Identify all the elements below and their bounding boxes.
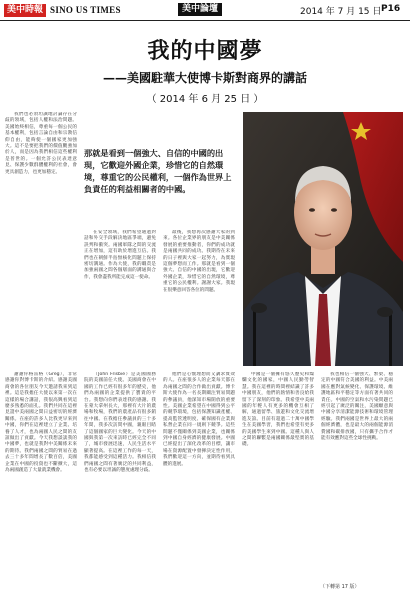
portrait-image bbox=[243, 112, 403, 366]
section-label: 美中論壇 bbox=[178, 3, 222, 16]
masthead-logo: 美中時報 bbox=[4, 4, 46, 17]
article-title: 我的中國夢 bbox=[147, 39, 263, 64]
article-subtitle: ——美國駐華大使博卡斯對商界的講話 bbox=[102, 71, 307, 85]
body-column-8: 最後，我想再次感謝大家的到來。各位企業界的朋友是中美關係發展的重要推動者，你們的成功就是兩國共同的成功。我期待在未來的日子裡與大家一起努力，為實現這個夢想而工作。那就是看到一個強大、自信的中國的出現，它歡迎外國企業，珍惜它的自然環境，尊重它的公民權利。謝謝大家。我現在很樂意回答各位的問題。 bbox=[163, 230, 235, 293]
body-column-1: 謝謝你格雷格（Greg），非常感謝你對博卡斯的介紹。感謝美國商會的各位朋友今天邀請我來到這裡。這是我擔任大使以來第一次在這樣的場合講話，我很高興看到這麼多熟悉的面孔。我們共同在這裡見證中美兩國之間日益密切的經濟關係。在座的許多人比我更早來到中國，你們在這裡建立了企業、培養了人才，也為兩國人民之間的友誼做出了貢獻。今天我想談談我的中國夢，也就是我對中美關係未來的期待。我們兩國之間的貿易在過去三十多年間增長了數百倍，美國企業在中國的投資也不斷擴大，這為兩國創造了大量就業機會。 bbox=[5, 372, 77, 474]
article-dateline: （ 2014 年 6 月 25 日 ） bbox=[146, 94, 264, 105]
body-column-2: （John Frisbie）是美國國務院的美國前任大使。美國商會在中國的工作已經有很多年的歷史，他們為兩國的企業提供了寶貴的平台。我想向你們表達我的感謝。我在蒙大拿州長大，那裡有大片的農場和牧場，我們的農產品有很多銷往中國。在我擔任參議員的三十多年間，我多次訪問中國，親眼目睹了這個國家的巨大變化。今天的中國與我第一次來訪時已經完全不同了，城市發展迅速，人民生活水平顯著提高。在這裡工作的每一天，我都能感受到這種活力。我相信我們兩國之間有著廣泛的共同利益，也有必要以坦誠的態度處理分歧。 bbox=[84, 372, 156, 474]
page-number: P16 bbox=[381, 4, 401, 14]
body-column-5: 我也相信一個強大、繁榮、穩定的中國符合美國的利益。中美兩國在應對氣候變化、保護環境、維護地區和平穩定等方面有著共同的責任。中國的空氣和水污染問題已經引起了廣泛的關注，美國願意與中國分享清潔能源技術和環境管理經驗。我們兩國是世界上最大的兩個經濟體，也是最大的兩個能源消費國和碳排放國，只有攜手合作才能有效應對這些全球性挑戰。 bbox=[321, 372, 393, 442]
body-column-6: 我們也必須坦誠地討論存在分歧的領域，包括人權和法治問題。美國始終相信，尊重每一個公民的基本權利，包括言論自由和宗教信仰自由，能夠使一個國家更加強大。這不是要把我們的價值觀強加於人，而是因為我們相信這些權利是普世的。一個允許公民表達意見、保護少數群體權利的社會，會更具創造力，也更加穩定。 bbox=[5, 112, 77, 175]
body-column-3: 他們是心懷理想而又講求實效的人。在座很多人的企業每天都在為兩國之間的合作做出貢獻。博卡斯大使作為一名長期關注貿易問題的參議員，他深知市場開放的重要性。美國企業希望在中國得到公平的競爭環境，包括保護知識產權、提高監管透明度、確保國有企業與私營企業在同一規則下競爭。這些問題不僅關係到美國企業，也關係到中國自身經濟的健康發展。中國已經提出了深化改革的目標，讓市場在資源配置中發揮決定性作用，我們歡迎這一方向，並期待看到具體的進展。 bbox=[163, 372, 235, 467]
issue-date: 2014 年 7 月 15 日 bbox=[300, 7, 382, 17]
pull-quote: 那就是看到一個強大、自信的中國的出現，它歡迎外國企業，珍惜它的自然環境，尊重它的公民權利，一個作為世界上負責任的利益相關者的中國。 bbox=[84, 148, 232, 194]
ambassador-photo bbox=[243, 112, 403, 366]
page-header bbox=[0, 0, 410, 21]
body-column-4: 中國是一個擁有悠久歷史和燦爛文化的國家，中國人民勤勞智慧。我在這裡的時間裡結識了許多中國朋友，他們的熱情和善良給我留下了深刻的印象。我希望中美兩國的年輕人有更多的機會互相了解，通過留學、旅遊和文化交流增進友誼。目前有超過二十萬中國學生在美國學習，我們也希望有更多的美國學生來到中國。這種人與人之間的聯繫是兩國關係最堅實的基礎。 bbox=[242, 372, 314, 448]
masthead-name: SINO US TIMES bbox=[50, 5, 121, 15]
body-column-7: 在安全領域，我們希望通過對話和外交手段解決地區爭端，避免誤判和衝突。兩國軍隊之間的交流正在增加，這有助於增進互信。我們也在朝鮮半島無核化問題上保持密切溝通。作為大使，我的職責是加強兩國之間各個層面的溝通與合作，我會盡我所能完成這一使命。 bbox=[84, 230, 156, 280]
continued-note: （下轉第 17 版） bbox=[320, 584, 360, 590]
